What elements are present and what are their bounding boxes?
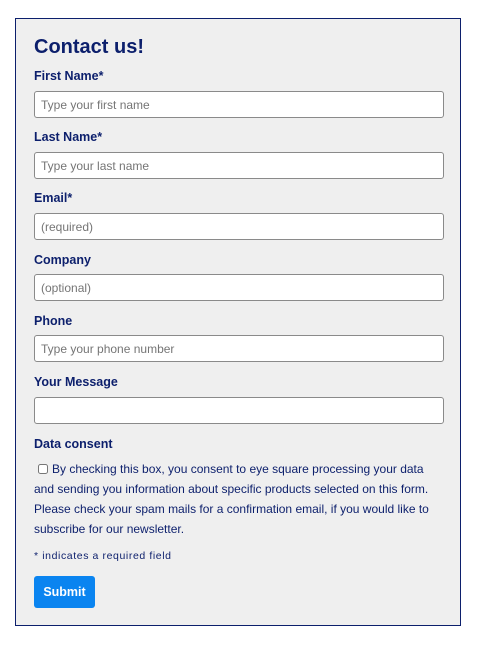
company-input[interactable] <box>34 274 444 301</box>
contact-form-card <box>15 18 461 626</box>
message-input[interactable] <box>34 397 444 424</box>
consent-text: By checking this box, you consent to eye square processing your data and sending you information about specific products selected on this form. Please check your spam mails for a confirmation email, if you would like to subscribe for our newsletter. <box>34 462 429 536</box>
phone-label: Phone <box>34 314 73 328</box>
form-title: Contact us! <box>34 36 144 58</box>
required-field-note: * indicates a required field <box>34 550 172 562</box>
email-input[interactable] <box>34 213 444 240</box>
company-label: Company <box>34 253 91 267</box>
last-name-label: Last Name* <box>34 130 103 144</box>
first-name-label: First Name* <box>34 69 104 83</box>
phone-input[interactable] <box>34 335 444 362</box>
email-label: Email* <box>34 191 73 205</box>
data-consent-label: Data consent <box>34 437 113 451</box>
consent-checkbox[interactable] <box>38 464 48 474</box>
first-name-input[interactable] <box>34 91 444 118</box>
submit-button[interactable]: Submit <box>34 576 95 608</box>
consent-block <box>34 459 446 539</box>
message-label: Your Message <box>34 375 118 389</box>
last-name-input[interactable] <box>34 152 444 179</box>
